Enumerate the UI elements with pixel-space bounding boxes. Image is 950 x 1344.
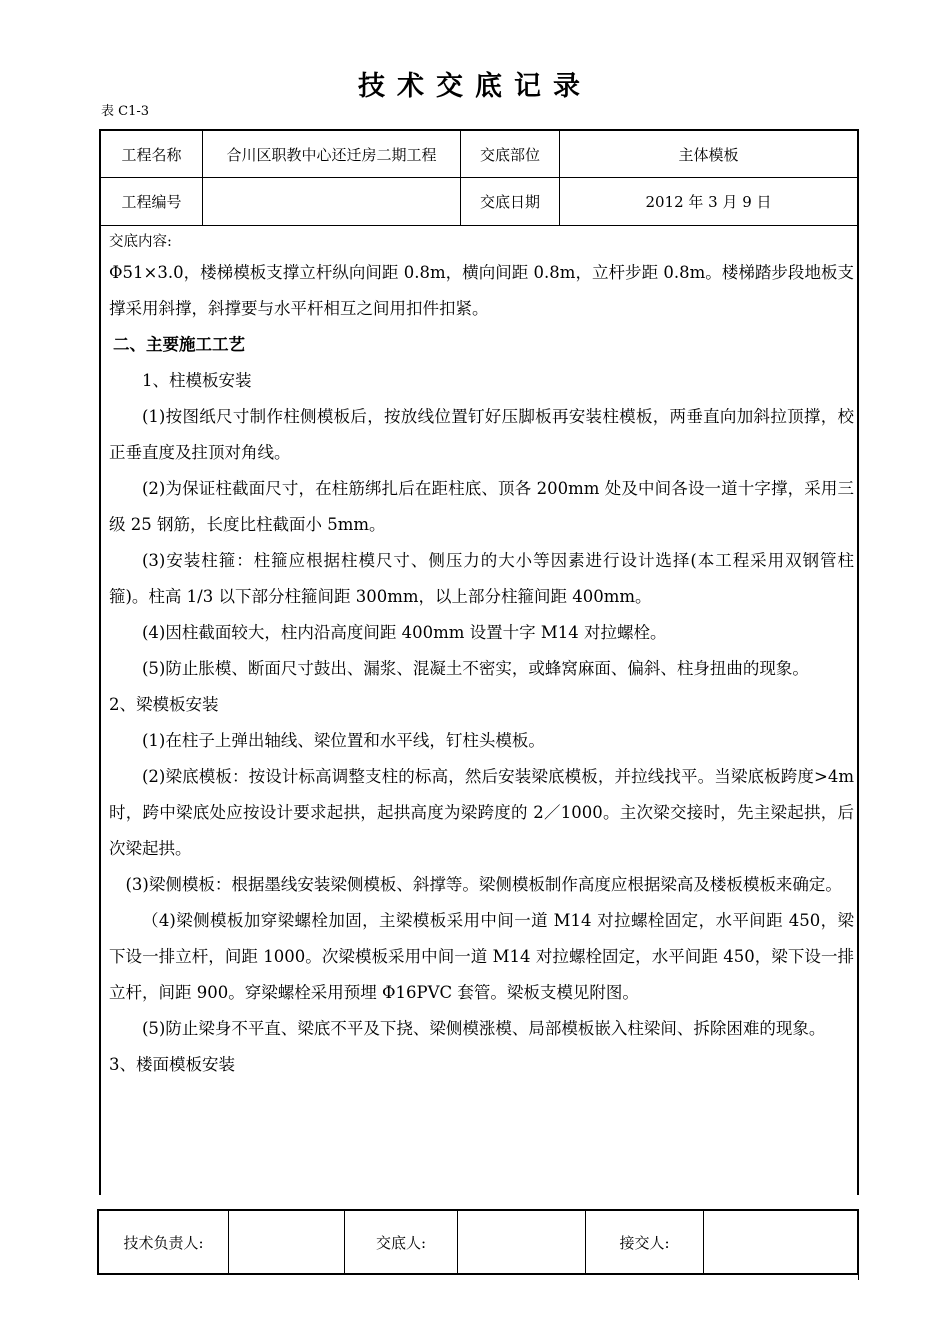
content-paragraph: (1)在柱子上弹出轴线、梁位置和水平线，钉柱头模板。 <box>142 731 545 750</box>
content-label: 交底内容: <box>109 234 172 250</box>
content-paragraph: (1)按图纸尺寸制作柱侧模板后，按放线位置钉好压脚板再安装柱模板，两垂直向加斜拉顶撑，校正垂直度及拄顶对角线。 <box>109 407 854 462</box>
receiver-label: 接交人: <box>585 1211 703 1273</box>
document-title: 技术交底记录 <box>358 71 592 102</box>
subsection-heading: 1、柱模板安装 <box>142 371 252 390</box>
date-value: 2012 年 3 月 9 日 <box>559 178 857 225</box>
date-label: 交底日期 <box>460 178 559 225</box>
discloser-signature <box>457 1211 585 1273</box>
content-paragraph: (3)安装柱箍：柱箍应根据柱模尺寸、侧压力的大小等因素进行设计选择(本工程采用双钢管柱箍)。柱高 1/3 以下部分柱箍间距 300mm，以上部分柱箍间距 400mm。 <box>109 551 854 606</box>
subsection-heading: 3、楼面模板安装 <box>109 1055 235 1074</box>
tech-lead-label: 技术负责人: <box>123 1233 204 1252</box>
tech-lead-signature <box>228 1211 344 1273</box>
section-heading: 二、主要施工工艺 <box>113 335 245 354</box>
project-name-value: 合川区职教中心还迁房二期工程 <box>202 131 460 177</box>
project-name-label: 工程名称 <box>121 145 182 164</box>
content-paragraph: (2)为保证柱截面尺寸，在柱筋绑扎后在距柱底、顶各 200mm 处及中间各设一道十字撑，采用三级 25 钢筋，长度比柱截面小 5mm。 <box>109 479 854 534</box>
content-paragraph: （4)梁侧模板加穿梁螺栓加固，主梁模板采用中间一道 M14 对拉螺栓固定，水平间距 450，梁下设一排立杆，间距 1000。次梁模板采用中间一道 M14 对拉螺栓固定，水平间距 450，梁下设一排立杆，间距 900。穿梁螺栓采用预埋 Φ16PVC 套管。梁板支模见附图。 <box>109 911 854 1002</box>
frame-tick <box>858 1275 859 1280</box>
project-no-label: 工程编号 <box>121 193 182 211</box>
content-paragraph: (2)梁底模板：按设计标高调整支柱的标高，然后安装梁底模板，并拉线找平。当梁底板跨度>4m 时，跨中梁底处应按设计要求起拱，起拱高度为梁跨度的 2／1000。主次梁交接时，先主梁起拱，后次梁起拱。 <box>109 767 854 858</box>
part-value: 主体模板 <box>559 131 857 177</box>
content-paragraph: (3)梁侧模板：根据墨线安装梁侧模板、斜撑等。梁侧模板制作高度应根据梁高及楼板模板来确定。 <box>125 875 842 894</box>
signature-row <box>97 1209 859 1275</box>
content-paragraph: (5)防止梁身不平直、梁底不平及下挠、梁侧模涨模、局部模板嵌入柱梁间、拆除困难的现象。 <box>142 1019 826 1038</box>
discloser-label: 交底人: <box>344 1211 457 1273</box>
content-paragraph: Φ51×3.0，楼梯模板支撑立杆纵向间距 0.8m，横向间距 0.8m，立杆步距 0.8m。楼梯踏步段地板支撑采用斜撑，斜撑要与水平杆相互之间用扣件扣紧。 <box>109 263 854 318</box>
part-label: 交底部位 <box>460 131 559 177</box>
content-paragraph: (5)防止胀模、断面尺寸鼓出、漏浆、混凝土不密实，或蜂窝麻面、偏斜、柱身扭曲的现象。 <box>142 659 809 678</box>
disclosure-form <box>99 129 859 1195</box>
subsection-heading: 2、梁模板安装 <box>109 695 219 714</box>
header-row-1 <box>101 131 857 178</box>
header-row-2 <box>101 178 857 226</box>
form-code: 表 C1-3 <box>101 104 150 119</box>
disclosure-content <box>109 229 854 1083</box>
receiver-signature <box>703 1211 857 1273</box>
content-paragraph: (4)因柱截面较大，柱内沿高度间距 400mm 设置十字 M14 对拉螺栓。 <box>142 623 667 642</box>
project-no-value <box>202 178 460 225</box>
